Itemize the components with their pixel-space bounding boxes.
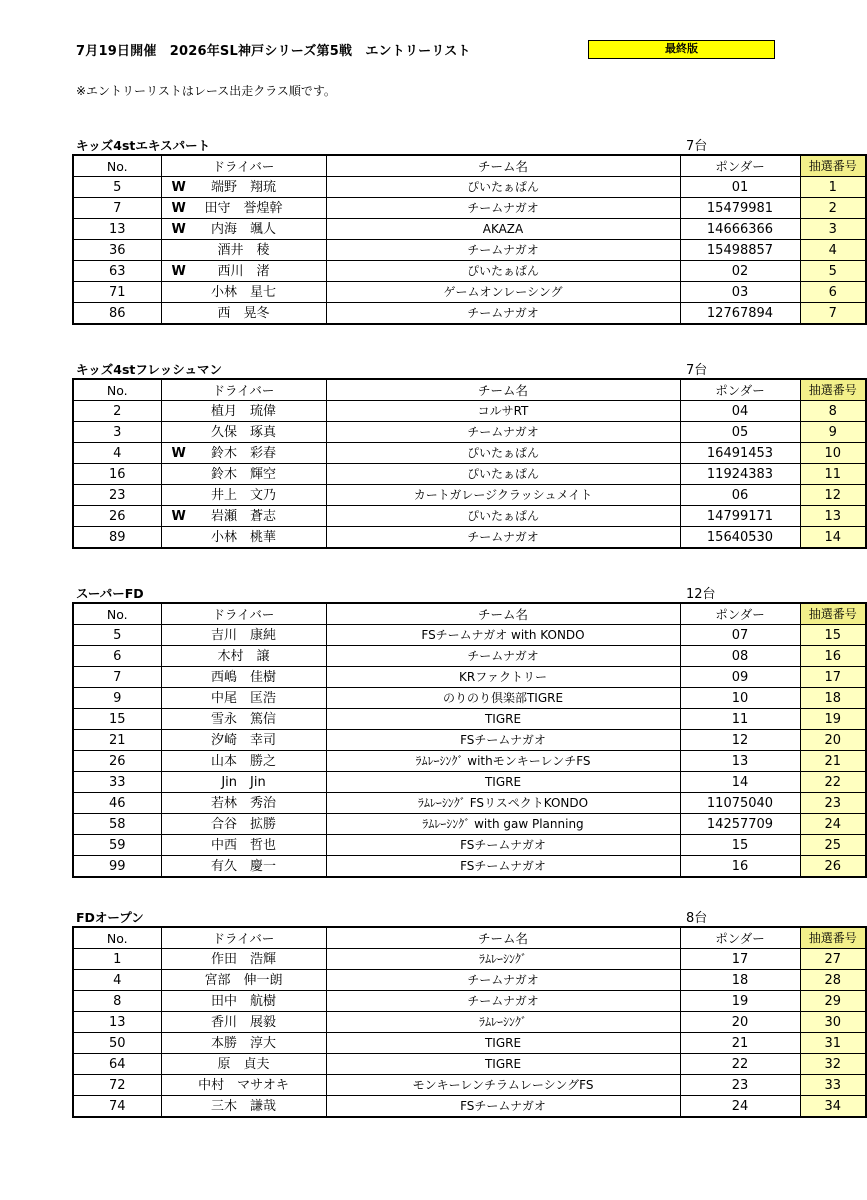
entry-no: 59 [73, 835, 161, 856]
driver-cell [161, 303, 326, 325]
w-mark: W [171, 263, 186, 279]
driver-cell [161, 793, 326, 814]
driver-name: 井上 文乃 [210, 487, 276, 503]
lot-number: 22 [800, 772, 866, 793]
class-section [72, 134, 857, 325]
team-name: FSチームナガオ [326, 835, 680, 856]
section-header [72, 134, 777, 154]
class-name: キッズ4stエキスパート [76, 138, 211, 153]
col-no: No. [73, 927, 161, 949]
class-name: スーパーFD [76, 586, 144, 601]
table-row [73, 464, 866, 485]
entry-count: 7台 [686, 139, 708, 154]
entry-no: 5 [73, 625, 161, 646]
ponder-number: 09 [680, 667, 800, 688]
driver-name: 西嶋 佳樹 [210, 669, 276, 685]
driver-name: 木村 譲 [217, 648, 270, 664]
ponder-number: 05 [680, 422, 800, 443]
entry-no: 72 [73, 1075, 161, 1096]
entry-no: 4 [73, 443, 161, 464]
team-name: コルサRT [326, 401, 680, 422]
ponder-number: 16491453 [680, 443, 800, 464]
driver-name: 西 晃冬 [217, 305, 270, 321]
col-driver: ドライバー [161, 379, 326, 401]
team-name: ぴいたぁぱん [326, 506, 680, 527]
col-no: No. [73, 603, 161, 625]
driver-cell [161, 401, 326, 422]
team-name: FSチームナガオ [326, 856, 680, 878]
lot-number: 32 [800, 1054, 866, 1075]
entry-no: 3 [73, 422, 161, 443]
table-row [73, 646, 866, 667]
driver-name: 鈴木 輝空 [210, 466, 276, 482]
driver-name: 山本 勝之 [210, 753, 276, 769]
table-row [73, 198, 866, 219]
team-name: のりのり倶楽部TIGRE [326, 688, 680, 709]
table-row [73, 1033, 866, 1054]
team-name: ぴいたぁぱん [326, 443, 680, 464]
lot-number: 16 [800, 646, 866, 667]
ponder-number: 14 [680, 772, 800, 793]
table-row [73, 1012, 866, 1033]
team-name: KRファクトリー [326, 667, 680, 688]
driver-name: 田守 誉煌幹 [204, 200, 283, 216]
ponder-number: 14666366 [680, 219, 800, 240]
driver-name: 三木 謙哉 [210, 1098, 276, 1114]
driver-cell [161, 709, 326, 730]
table-row [73, 688, 866, 709]
table-row [73, 506, 866, 527]
team-name: FSチームナガオ [326, 1096, 680, 1118]
lot-number: 6 [800, 282, 866, 303]
entry-count: 7台 [686, 363, 708, 378]
team-name: AKAZA [326, 219, 680, 240]
class-section [72, 906, 857, 1118]
table-row [73, 527, 866, 549]
driver-cell [161, 1033, 326, 1054]
lot-number: 9 [800, 422, 866, 443]
team-name: ﾗﾑﾚｰｼﾝｸﾞ [326, 949, 680, 970]
driver-name: 本勝 淳大 [210, 1035, 276, 1051]
driver-name: 中西 哲也 [210, 837, 276, 853]
entry-no: 9 [73, 688, 161, 709]
team-name: FSチームナガオ [326, 730, 680, 751]
lot-number: 24 [800, 814, 866, 835]
entry-count: 12台 [686, 587, 716, 602]
w-mark: W [171, 221, 186, 237]
lot-number: 18 [800, 688, 866, 709]
driver-name: 西川 渚 [217, 263, 270, 279]
table-row [73, 1054, 866, 1075]
team-name: チームナガオ [326, 303, 680, 325]
ponder-number: 06 [680, 485, 800, 506]
ponder-number: 15479981 [680, 198, 800, 219]
ponder-number: 21 [680, 1033, 800, 1054]
table-row [73, 751, 866, 772]
table-row [73, 1096, 866, 1118]
table-row [73, 240, 866, 261]
lot-number: 17 [800, 667, 866, 688]
driver-cell [161, 688, 326, 709]
entry-no: 74 [73, 1096, 161, 1118]
w-mark: W [171, 508, 186, 524]
driver-cell [161, 814, 326, 835]
driver-cell [161, 772, 326, 793]
entry-no: 8 [73, 991, 161, 1012]
driver-cell [161, 646, 326, 667]
entry-table [72, 378, 867, 549]
driver-name: 吉川 康純 [210, 627, 276, 643]
entry-no: 71 [73, 282, 161, 303]
ponder-number: 10 [680, 688, 800, 709]
team-name: ﾗﾑﾚｰｼﾝｸﾞ FSリスペクトKONDO [326, 793, 680, 814]
driver-name: 中尾 匡浩 [210, 690, 276, 706]
team-name: チームナガオ [326, 240, 680, 261]
driver-cell [161, 527, 326, 549]
lot-number: 12 [800, 485, 866, 506]
ponder-number: 23 [680, 1075, 800, 1096]
driver-name: 内海 颯人 [210, 221, 276, 237]
class-name: FDオープン [76, 910, 144, 925]
entry-no: 99 [73, 856, 161, 878]
entry-no: 50 [73, 1033, 161, 1054]
driver-cell [161, 219, 326, 240]
entry-no: 13 [73, 219, 161, 240]
entry-no: 13 [73, 1012, 161, 1033]
ponder-number: 03 [680, 282, 800, 303]
driver-name: 香川 展毅 [210, 1014, 276, 1030]
driver-name: Jin Jin [221, 774, 266, 790]
table-row [73, 709, 866, 730]
lot-number: 28 [800, 970, 866, 991]
lot-number: 19 [800, 709, 866, 730]
section-header [72, 582, 777, 602]
entry-no: 16 [73, 464, 161, 485]
lot-number: 29 [800, 991, 866, 1012]
entry-no: 1 [73, 949, 161, 970]
entry-table [72, 926, 867, 1118]
lot-number: 4 [800, 240, 866, 261]
team-name: ぴいたぁぱん [326, 177, 680, 198]
lot-number: 3 [800, 219, 866, 240]
entry-count: 8台 [686, 911, 708, 926]
driver-cell [161, 667, 326, 688]
table-row [73, 219, 866, 240]
ponder-number: 22 [680, 1054, 800, 1075]
ponder-number: 19 [680, 991, 800, 1012]
lot-number: 23 [800, 793, 866, 814]
lot-number: 21 [800, 751, 866, 772]
col-ponder: ポンダー [680, 603, 800, 625]
table-header-row [73, 379, 866, 401]
ponder-number: 11924383 [680, 464, 800, 485]
lot-number: 33 [800, 1075, 866, 1096]
col-team: チーム名 [326, 379, 680, 401]
col-driver: ドライバー [161, 927, 326, 949]
driver-name: 久保 琢真 [210, 424, 276, 440]
ponder-number: 16 [680, 856, 800, 878]
ponder-number: 02 [680, 261, 800, 282]
col-ponder: ポンダー [680, 927, 800, 949]
entry-no: 5 [73, 177, 161, 198]
driver-name: 岩瀬 蒼志 [210, 508, 276, 524]
col-team: チーム名 [326, 603, 680, 625]
driver-name: 小林 桃華 [210, 529, 276, 545]
lot-number: 26 [800, 856, 866, 878]
driver-name: 原 貞夫 [217, 1056, 270, 1072]
team-name: TIGRE [326, 772, 680, 793]
lot-number: 5 [800, 261, 866, 282]
col-lot: 抽選番号 [800, 603, 866, 625]
ponder-number: 15498857 [680, 240, 800, 261]
table-row [73, 730, 866, 751]
class-section [72, 582, 857, 878]
lot-number: 25 [800, 835, 866, 856]
table-row [73, 177, 866, 198]
entry-no: 21 [73, 730, 161, 751]
team-name: チームナガオ [326, 991, 680, 1012]
table-row [73, 949, 866, 970]
lot-number: 8 [800, 401, 866, 422]
driver-cell [161, 730, 326, 751]
team-name: チームナガオ [326, 198, 680, 219]
entry-no: 15 [73, 709, 161, 730]
w-mark: W [171, 179, 186, 195]
ponder-number: 12767894 [680, 303, 800, 325]
ponder-number: 24 [680, 1096, 800, 1118]
driver-cell [161, 949, 326, 970]
team-name: ﾗﾑﾚｰｼﾝｸﾞ [326, 1012, 680, 1033]
entry-no: 2 [73, 401, 161, 422]
table-row [73, 835, 866, 856]
driver-cell [161, 751, 326, 772]
driver-cell [161, 856, 326, 878]
w-mark: W [171, 445, 186, 461]
table-row [73, 261, 866, 282]
lot-number: 1 [800, 177, 866, 198]
entry-no: 7 [73, 198, 161, 219]
driver-cell [161, 625, 326, 646]
driver-cell [161, 177, 326, 198]
driver-cell [161, 1054, 326, 1075]
driver-cell [161, 835, 326, 856]
entry-no: 7 [73, 667, 161, 688]
table-row [73, 793, 866, 814]
team-name: チームナガオ [326, 422, 680, 443]
entry-no: 36 [73, 240, 161, 261]
driver-name: 作田 浩輝 [210, 951, 276, 967]
driver-name: 酒井 稜 [217, 242, 270, 258]
driver-cell [161, 1012, 326, 1033]
class-section [72, 358, 857, 549]
lot-number: 20 [800, 730, 866, 751]
table-header-row [73, 603, 866, 625]
lot-number: 27 [800, 949, 866, 970]
table-row [73, 991, 866, 1012]
driver-cell [161, 282, 326, 303]
entry-table [72, 154, 867, 325]
col-lot: 抽選番号 [800, 155, 866, 177]
team-name: TIGRE [326, 1033, 680, 1054]
team-name: チームナガオ [326, 646, 680, 667]
team-name: FSチームナガオ with KONDO [326, 625, 680, 646]
team-name: チームナガオ [326, 527, 680, 549]
ponder-number: 15 [680, 835, 800, 856]
lot-number: 10 [800, 443, 866, 464]
team-name: ぴいたぁぱん [326, 261, 680, 282]
entry-table [72, 602, 867, 878]
col-driver: ドライバー [161, 155, 326, 177]
table-row [73, 282, 866, 303]
driver-name: 汐崎 幸司 [210, 732, 276, 748]
page-title: 7月19日開催 2026年SL神戸シリーズ第5戦 エントリーリスト [76, 44, 471, 59]
driver-cell [161, 1096, 326, 1118]
driver-name: 田中 航樹 [210, 993, 276, 1009]
lot-number: 11 [800, 464, 866, 485]
col-ponder: ポンダー [680, 379, 800, 401]
lot-number: 30 [800, 1012, 866, 1033]
driver-cell [161, 198, 326, 219]
entry-no: 26 [73, 506, 161, 527]
section-header [72, 358, 777, 378]
table-row [73, 814, 866, 835]
driver-cell [161, 970, 326, 991]
driver-cell [161, 240, 326, 261]
table-row [73, 772, 866, 793]
lot-number: 2 [800, 198, 866, 219]
ponder-number: 11075040 [680, 793, 800, 814]
ponder-number: 01 [680, 177, 800, 198]
driver-name: 合谷 拡勝 [210, 816, 276, 832]
entry-no: 4 [73, 970, 161, 991]
col-no: No. [73, 155, 161, 177]
order-note: ※エントリーリストはレース出走クラス順です。 [76, 84, 336, 98]
w-mark: W [171, 200, 186, 216]
driver-cell [161, 443, 326, 464]
table-row [73, 422, 866, 443]
table-row [73, 443, 866, 464]
entry-no: 64 [73, 1054, 161, 1075]
entry-no: 63 [73, 261, 161, 282]
col-driver: ドライバー [161, 603, 326, 625]
entry-no: 86 [73, 303, 161, 325]
entry-no: 23 [73, 485, 161, 506]
ponder-number: 20 [680, 1012, 800, 1033]
class-name: キッズ4stフレッシュマン [76, 362, 222, 377]
team-name: TIGRE [326, 709, 680, 730]
col-ponder: ポンダー [680, 155, 800, 177]
driver-cell [161, 261, 326, 282]
table-header-row [73, 155, 866, 177]
driver-name: 端野 翔琉 [210, 179, 276, 195]
ponder-number: 04 [680, 401, 800, 422]
driver-name: 有久 慶一 [210, 858, 276, 874]
lot-number: 7 [800, 303, 866, 325]
ponder-number: 13 [680, 751, 800, 772]
entry-no: 6 [73, 646, 161, 667]
ponder-number: 08 [680, 646, 800, 667]
entry-no: 33 [73, 772, 161, 793]
table-row [73, 667, 866, 688]
entry-no: 58 [73, 814, 161, 835]
lot-number: 34 [800, 1096, 866, 1118]
ponder-number: 12 [680, 730, 800, 751]
team-name: モンキーレンチラムレーシングFS [326, 1075, 680, 1096]
driver-name: 鈴木 彩春 [210, 445, 276, 461]
entry-no: 46 [73, 793, 161, 814]
table-row [73, 625, 866, 646]
driver-name: 雪永 篤信 [210, 711, 276, 727]
driver-cell [161, 485, 326, 506]
ponder-number: 07 [680, 625, 800, 646]
col-team: チーム名 [326, 155, 680, 177]
team-name: ゲームオンレーシング [326, 282, 680, 303]
table-row [73, 970, 866, 991]
driver-cell [161, 464, 326, 485]
team-name: ﾗﾑﾚｰｼﾝｸﾞ withモンキーレンチFS [326, 751, 680, 772]
driver-cell [161, 991, 326, 1012]
team-name: カートガレージクラッシュメイト [326, 485, 680, 506]
entry-no: 89 [73, 527, 161, 549]
driver-cell [161, 1075, 326, 1096]
ponder-number: 11 [680, 709, 800, 730]
driver-name: 小林 星七 [210, 284, 276, 300]
table-row [73, 401, 866, 422]
lot-number: 15 [800, 625, 866, 646]
col-lot: 抽選番号 [800, 379, 866, 401]
table-row [73, 485, 866, 506]
driver-cell [161, 422, 326, 443]
driver-cell [161, 506, 326, 527]
team-name: ﾗﾑﾚｰｼﾝｸﾞ with gaw Planning [326, 814, 680, 835]
col-team: チーム名 [326, 927, 680, 949]
team-name: チームナガオ [326, 970, 680, 991]
table-row [73, 856, 866, 878]
col-no: No. [73, 379, 161, 401]
driver-name: 宮部 伸一朗 [204, 972, 283, 988]
ponder-number: 18 [680, 970, 800, 991]
ponder-number: 15640530 [680, 527, 800, 549]
final-version-badge: 最終版 [588, 40, 775, 59]
team-name: TIGRE [326, 1054, 680, 1075]
ponder-number: 17 [680, 949, 800, 970]
entry-no: 26 [73, 751, 161, 772]
driver-name: 若林 秀治 [210, 795, 276, 811]
lot-number: 31 [800, 1033, 866, 1054]
col-lot: 抽選番号 [800, 927, 866, 949]
lot-number: 14 [800, 527, 866, 549]
driver-name: 植月 琉偉 [210, 403, 276, 419]
ponder-number: 14799171 [680, 506, 800, 527]
lot-number: 13 [800, 506, 866, 527]
team-name: ぴいたぁぱん [326, 464, 680, 485]
table-header-row [73, 927, 866, 949]
table-row [73, 1075, 866, 1096]
table-row [73, 303, 866, 325]
ponder-number: 14257709 [680, 814, 800, 835]
driver-name: 中村 マサオキ [198, 1077, 289, 1093]
section-header [72, 906, 777, 926]
